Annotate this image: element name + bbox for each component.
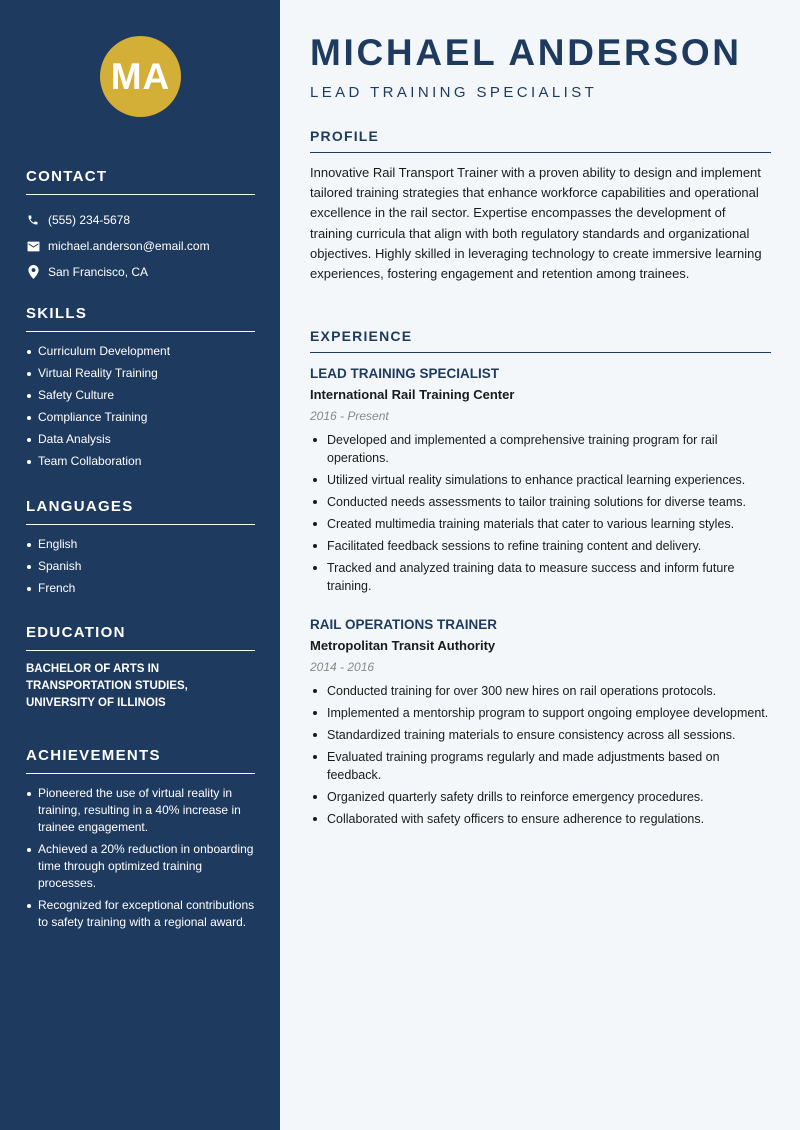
contact-location	[26, 259, 255, 285]
skill-item: Safety Culture	[26, 387, 255, 404]
education-line: TRANSPORTATION STUDIES,	[26, 680, 188, 692]
languages-section	[26, 498, 255, 602]
contact-section	[26, 168, 255, 285]
skills-heading: SKILLS	[26, 305, 255, 332]
phone-icon	[26, 213, 40, 227]
language-item: English	[26, 536, 255, 553]
email-text[interactable]: michael.anderson@email.com	[48, 239, 210, 253]
achievement-item: Achieved a 20% reduction in onboarding time through optimized training processes.	[26, 841, 255, 892]
contact-heading: CONTACT	[26, 168, 255, 195]
skill-item: Virtual Reality Training	[26, 365, 255, 382]
languages-heading: LANGUAGES	[26, 498, 255, 525]
skill-item: Team Collaboration	[26, 453, 255, 470]
education-degree	[26, 661, 255, 712]
language-item: French	[26, 580, 255, 597]
skill-item: Curriculum Development	[26, 343, 255, 360]
skill-item: Compliance Training	[26, 409, 255, 426]
job-bullet: Facilitated feedback sessions to refine training content and delivery.	[310, 537, 771, 555]
candidate-title: LEAD TRAINING SPECIALIST	[310, 84, 598, 101]
education-heading: EDUCATION	[26, 624, 255, 651]
achievement-item: Recognized for exceptional contributions to safety training with a regional award.	[26, 897, 255, 931]
languages-list	[26, 536, 255, 597]
job-dates: 2014 - 2016	[310, 660, 375, 674]
job-bullet: Evaluated training programs regularly and made adjustments based on feedback.	[310, 748, 771, 784]
job-bullets	[310, 682, 771, 828]
job-bullet: Organized quarterly safety drills to reinforce emergency procedures.	[310, 788, 771, 806]
job-entry	[310, 366, 771, 599]
job-bullet: Developed and implemented a comprehensive training program for rail operations.	[310, 431, 771, 467]
location-text: San Francisco, CA	[48, 265, 149, 279]
profile-text: Innovative Rail Transport Trainer with a proven ability to design and implement tailored training strategies that enhance workforce capabilities and operational excellence in the rail sector. Expertise encompasses the development of training curricula that align with both regulatory standards and organizational objectives. Highly skilled in leveraging technology to create immersive learning experiences, fostering engagement and retention among trainees.	[310, 165, 762, 282]
achievements-list	[26, 785, 255, 931]
avatar: MA	[100, 36, 181, 117]
job-title: RAIL OPERATIONS TRAINER	[310, 617, 498, 632]
email-icon	[26, 239, 40, 253]
achievement-item: Pioneered the use of virtual reality in training, resulting in a 40% increase in trainee engagement.	[26, 785, 255, 836]
job-company: International Rail Training Center	[310, 387, 515, 402]
contact-email	[26, 233, 255, 259]
skills-list	[26, 343, 255, 470]
education-line: BACHELOR OF ARTS IN	[26, 663, 160, 675]
education-section	[26, 624, 255, 712]
job-entry	[310, 617, 771, 832]
job-bullet: Created multimedia training materials that cater to various learning styles.	[310, 515, 771, 533]
location-pin-icon	[26, 265, 40, 279]
job-bullet: Collaborated with safety officers to ensure adherence to regulations.	[310, 810, 771, 828]
job-title: LEAD TRAINING SPECIALIST	[310, 366, 500, 381]
achievements-section	[26, 747, 255, 936]
job-dates: 2016 - Present	[310, 409, 389, 423]
profile-heading: PROFILE	[310, 128, 771, 153]
job-bullet: Tracked and analyzed training data to measure success and inform future training.	[310, 559, 771, 595]
achievements-heading: ACHIEVEMENTS	[26, 747, 255, 774]
job-bullet: Conducted training for over 300 new hires on rail operations protocols.	[310, 682, 771, 700]
skill-item: Data Analysis	[26, 431, 255, 448]
job-bullets	[310, 431, 771, 595]
job-company: Metropolitan Transit Authority	[310, 638, 496, 653]
contact-phone	[26, 207, 255, 233]
phone-text[interactable]: (555) 234-5678	[48, 213, 131, 227]
job-bullet: Utilized virtual reality simulations to enhance practical learning experiences.	[310, 471, 771, 489]
education-line: UNIVERSITY OF ILLINOIS	[26, 697, 166, 709]
skills-section	[26, 305, 255, 475]
experience-heading: EXPERIENCE	[310, 328, 771, 353]
job-bullet: Implemented a mentorship program to support ongoing employee development.	[310, 704, 771, 722]
language-item: Spanish	[26, 558, 255, 575]
candidate-name: MICHAEL ANDERSON	[310, 32, 742, 73]
job-bullet: Conducted needs assessments to tailor training solutions for diverse teams.	[310, 493, 771, 511]
sidebar	[0, 0, 280, 1130]
job-bullet: Standardized training materials to ensure consistency across all sessions.	[310, 726, 771, 744]
